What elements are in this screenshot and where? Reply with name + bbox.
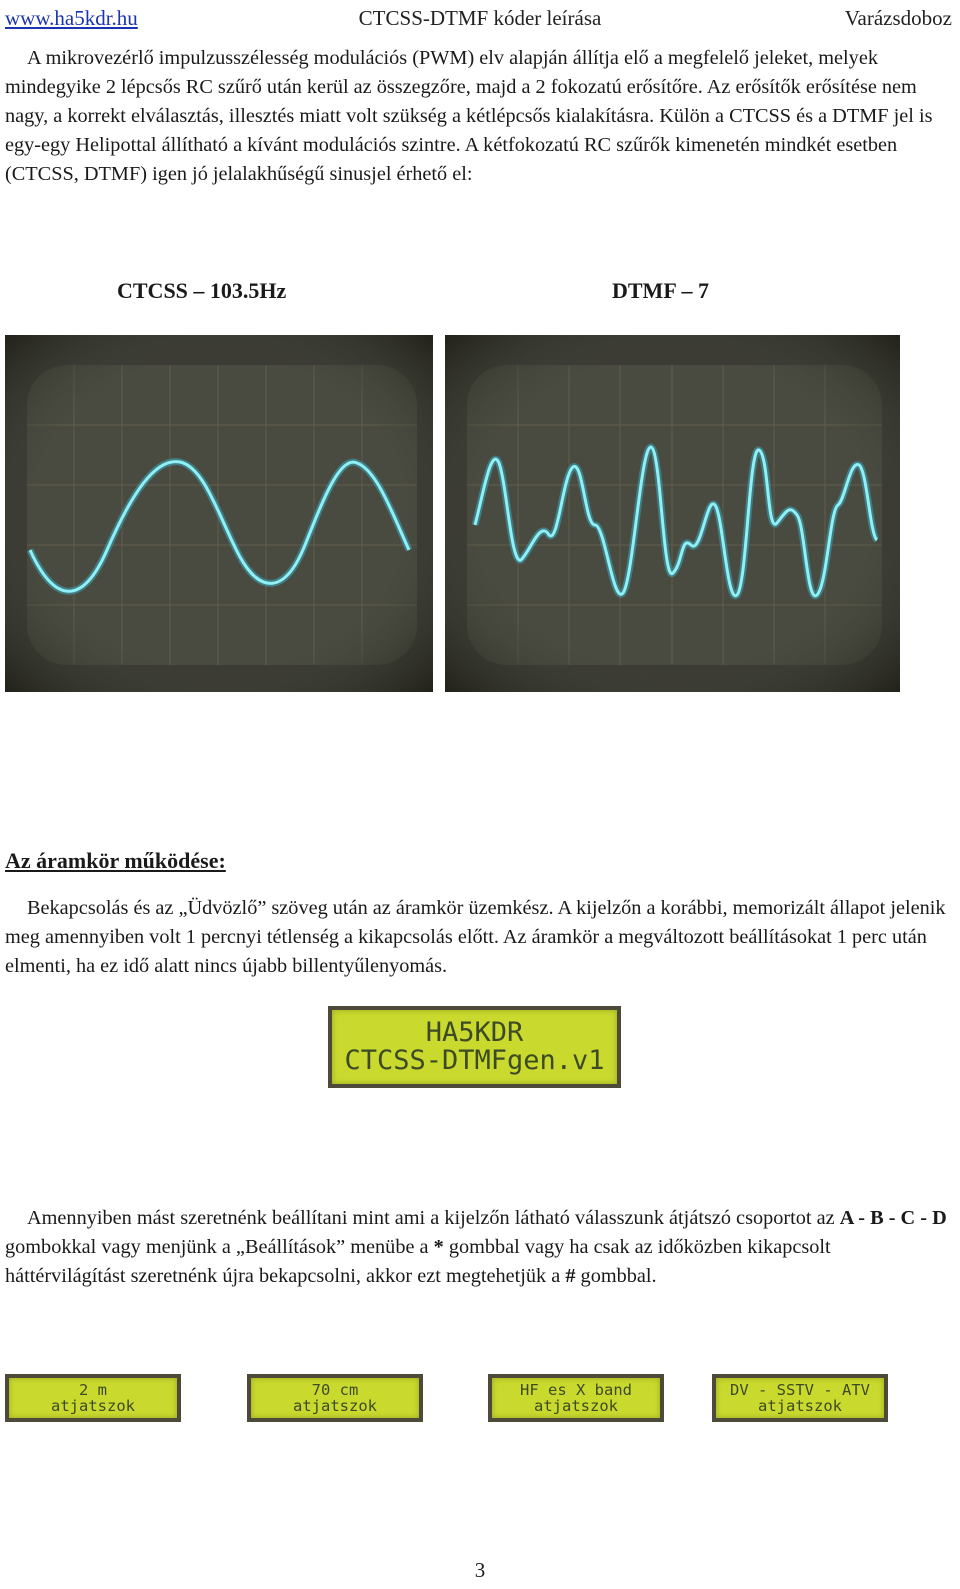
operation-text: Bekapcsolás és az „Üdvözlő” szöveg után az áramkör üzemkész. A kijelzőn a korábbi, memorizált állapot jelenik meg amennyiben volt 1 percnyi tétlenség a kikapcsolás előtt. Az áramkör a megváltozott beállításokat 1 perc után elmenti, ha ez idő alatt nincs újabb billentyűlenyomás.	[5, 897, 946, 977]
ctcss-label: CTCSS – 103.5Hz	[117, 278, 287, 303]
selection-text-3: gombbal vagy ha csak az időközben kikapcsolt háttérvilágítást szeretnénk újra bekapcsolni, akkor ezt megtehetjük a	[5, 1236, 831, 1287]
selection-text-2: gombokkal vagy menjünk a „Beállítások” menübe a	[5, 1236, 434, 1258]
group-lcd-display	[712, 1374, 888, 1422]
lcd-line-1: HA5KDR	[425, 1016, 524, 1048]
lcd-line-1: 2 m	[79, 1380, 107, 1399]
key-star: *	[433, 1236, 444, 1258]
selection-text-4: gombbal.	[575, 1265, 657, 1287]
key-abcd: A - B - C - D	[839, 1207, 947, 1229]
document-title: CTCSS-DTMF kóder leírása	[358, 6, 602, 30]
operation-paragraph	[5, 894, 953, 981]
welcome-lcd-display	[328, 1006, 621, 1088]
group-lcd-display	[488, 1374, 664, 1422]
lcd-line-2: atjatszok	[51, 1397, 135, 1415]
lcd-line-2: CTCSS-DTMFgen.v1	[344, 1045, 605, 1076]
lcd-line-2: atjatszok	[534, 1397, 618, 1415]
lcd-line-1: DV - SSTV - ATV	[730, 1380, 870, 1399]
lcd-line-1: HF es X band	[520, 1380, 632, 1399]
selection-text-1: Amennyiben mást szeretnénk beállítani mint ami a kijelzőn látható válasszunk átjátszó csoportot az	[27, 1207, 840, 1229]
dtmf-label: DTMF – 7	[612, 278, 709, 303]
section-name: Varázsdoboz	[844, 6, 952, 30]
ctcss-oscilloscope-image	[5, 335, 433, 692]
group-lcd-display	[247, 1374, 423, 1422]
group-lcd-display	[5, 1374, 181, 1422]
page-header	[0, 2, 960, 32]
dtmf-oscilloscope-image	[445, 335, 900, 692]
page-number: 3	[474, 1558, 486, 1582]
site-link[interactable]: www.ha5kdr.hu	[5, 6, 138, 30]
intro-text: A mikrovezérlő impulzusszélesség modulációs (PWM) elv alapján állítja elő a megfelelő jeleket, melyek mindegyike 2 lépcsős RC szűrő után kerül az összegzőre, majd a 2 fokozatú erősítőre. Az erősítők erősítése nem nagy, a korrekt elválasztás, illesztés miatt volt szükség a kétlépcsős kialakításra. Külön a CTCSS és a DTMF jel is egy-egy Helipottal állítható a kívánt modulációs szintre. A kétfokozatú RC szűrők kimenetén mindkét esetben (CTCSS, DTMF) igen jó jelalakhűségű sinusjel érhető el:	[5, 47, 933, 185]
lcd-line-2: atjatszok	[758, 1397, 842, 1415]
operation-heading: Az áramkör működése:	[5, 848, 226, 873]
key-hash: #	[565, 1265, 576, 1287]
lcd-line-2: atjatszok	[293, 1397, 377, 1415]
lcd-line-1: 70 cm	[311, 1380, 359, 1399]
selection-paragraph	[5, 1204, 953, 1291]
intro-paragraph	[5, 44, 953, 189]
